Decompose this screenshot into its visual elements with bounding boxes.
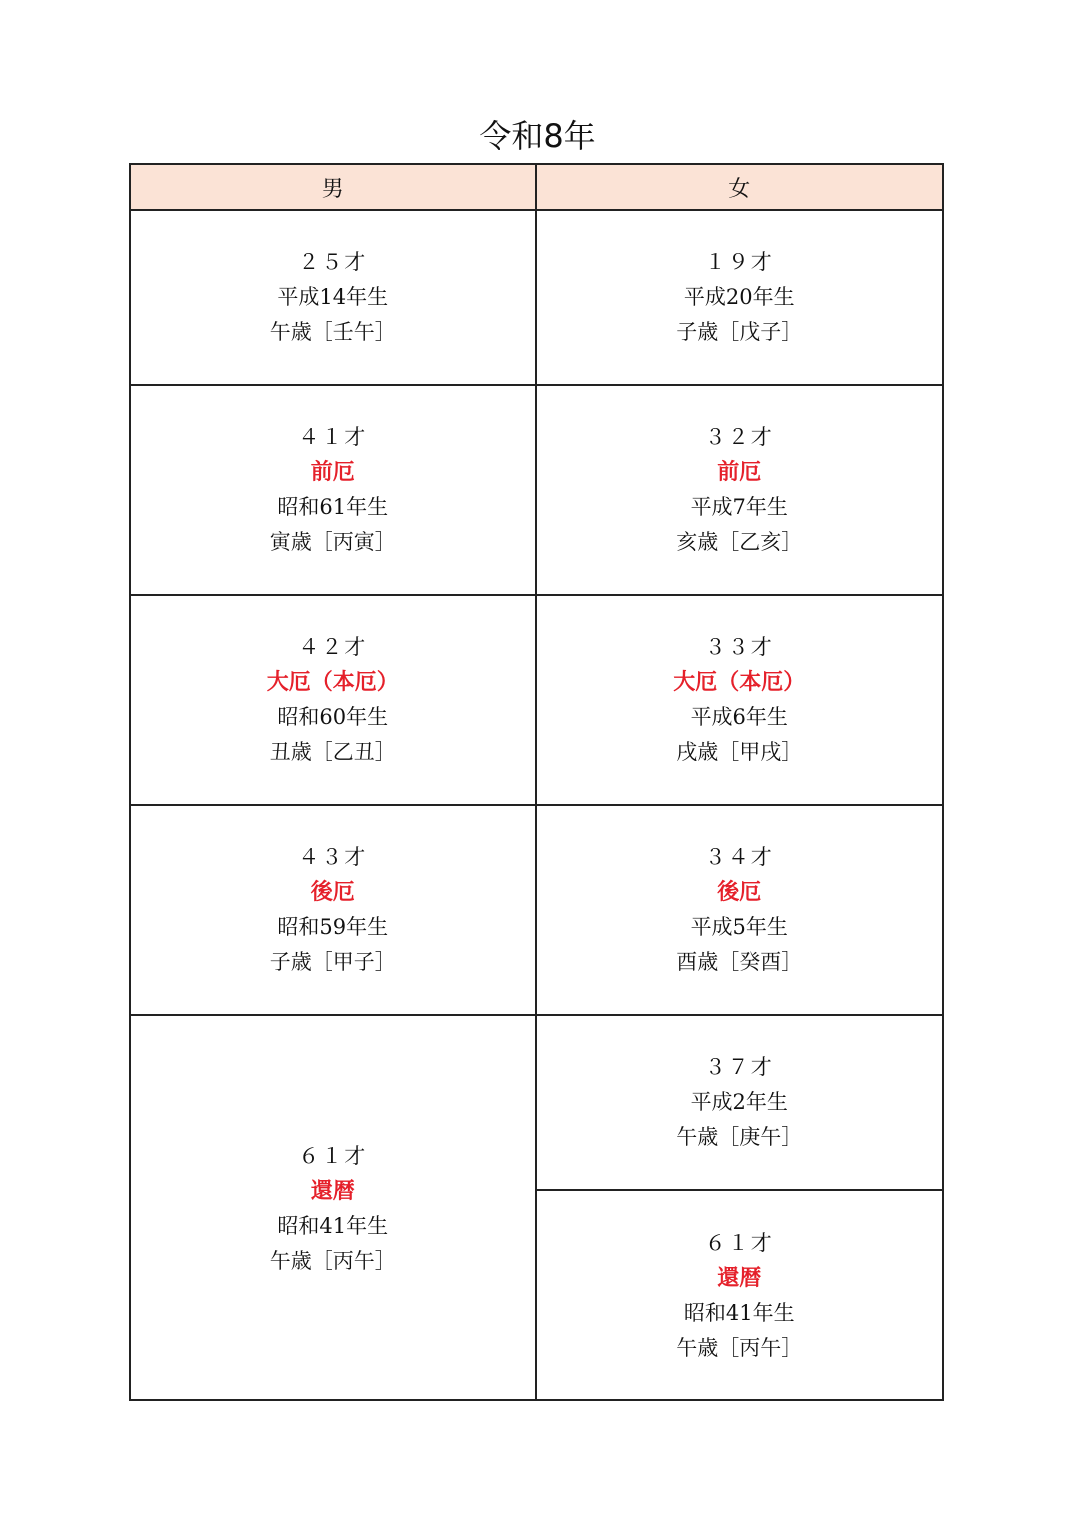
age-label: ６１才 xyxy=(704,1231,774,1255)
female-cell-61 xyxy=(537,1191,943,1401)
birth-year: 昭和60年生 xyxy=(277,705,389,729)
female-cell-19 xyxy=(537,211,943,386)
age-label: ３７才 xyxy=(704,1055,774,1079)
zodiac-year: 午歳［丙午］ xyxy=(676,1336,803,1360)
zodiac-year: 亥歳［乙亥］ xyxy=(676,530,803,554)
birth-year: 平成6年生 xyxy=(690,705,788,729)
zodiac-year: 午歳［壬午］ xyxy=(269,320,396,344)
male-cell-41 xyxy=(131,386,537,596)
age-label: ３４才 xyxy=(704,845,774,869)
female-cell-37 xyxy=(537,1016,943,1191)
yaku-label: 大厄（本厄） xyxy=(673,670,806,695)
birth-year: 昭和61年生 xyxy=(277,495,389,519)
birth-year: 平成14年生 xyxy=(277,285,389,309)
female-cell-32 xyxy=(537,386,943,596)
male-cell-61 xyxy=(131,1016,537,1401)
age-label: ３２才 xyxy=(704,425,774,449)
birth-year: 平成5年生 xyxy=(690,915,788,939)
page-title: 令和8年 xyxy=(479,117,596,155)
birth-year: 平成7年生 xyxy=(690,495,788,519)
yaku-label: 後厄 xyxy=(310,880,355,905)
male-header: 男 xyxy=(131,165,537,211)
age-label: ４２才 xyxy=(298,635,368,659)
age-label: ３３才 xyxy=(704,635,774,659)
zodiac-year: 丑歳［乙丑］ xyxy=(269,740,396,764)
birth-year: 昭和41年生 xyxy=(277,1213,389,1238)
male-cell-42 xyxy=(131,596,537,806)
yaku-label: 前厄 xyxy=(717,460,762,485)
age-label: ６１才 xyxy=(298,1143,368,1168)
yaku-label: 前厄 xyxy=(310,460,355,485)
yaku-label: 還暦 xyxy=(310,1178,355,1204)
zodiac-year: 午歳［丙午］ xyxy=(269,1248,396,1273)
zodiac-year: 子歳［甲子］ xyxy=(269,950,396,974)
zodiac-year: 寅歳［丙寅］ xyxy=(269,530,396,554)
male-cell-43 xyxy=(131,806,537,1016)
birth-year: 昭和59年生 xyxy=(277,915,389,939)
zodiac-year: 酉歳［癸酉］ xyxy=(676,950,803,974)
birth-year: 昭和41年生 xyxy=(683,1301,795,1325)
yaku-label: 大厄（本厄） xyxy=(266,670,399,695)
yaku-label: 後厄 xyxy=(717,880,762,905)
age-label: ２５才 xyxy=(298,250,368,274)
yaku-label: 還暦 xyxy=(717,1266,762,1291)
zodiac-year: 午歳［庚午］ xyxy=(676,1125,803,1149)
age-label: ４１才 xyxy=(298,425,368,449)
female-header: 女 xyxy=(537,165,943,211)
yakudoshi-table xyxy=(129,163,944,1401)
zodiac-year: 子歳［戊子］ xyxy=(676,320,803,344)
male-cell-25 xyxy=(131,211,537,386)
birth-year: 平成2年生 xyxy=(690,1090,788,1114)
birth-year: 平成20年生 xyxy=(683,285,795,309)
age-label: １９才 xyxy=(704,250,774,274)
female-cell-33 xyxy=(537,596,943,806)
zodiac-year: 戌歳［甲戌］ xyxy=(676,740,803,764)
age-label: ４３才 xyxy=(298,845,368,869)
female-cell-34 xyxy=(537,806,943,1016)
